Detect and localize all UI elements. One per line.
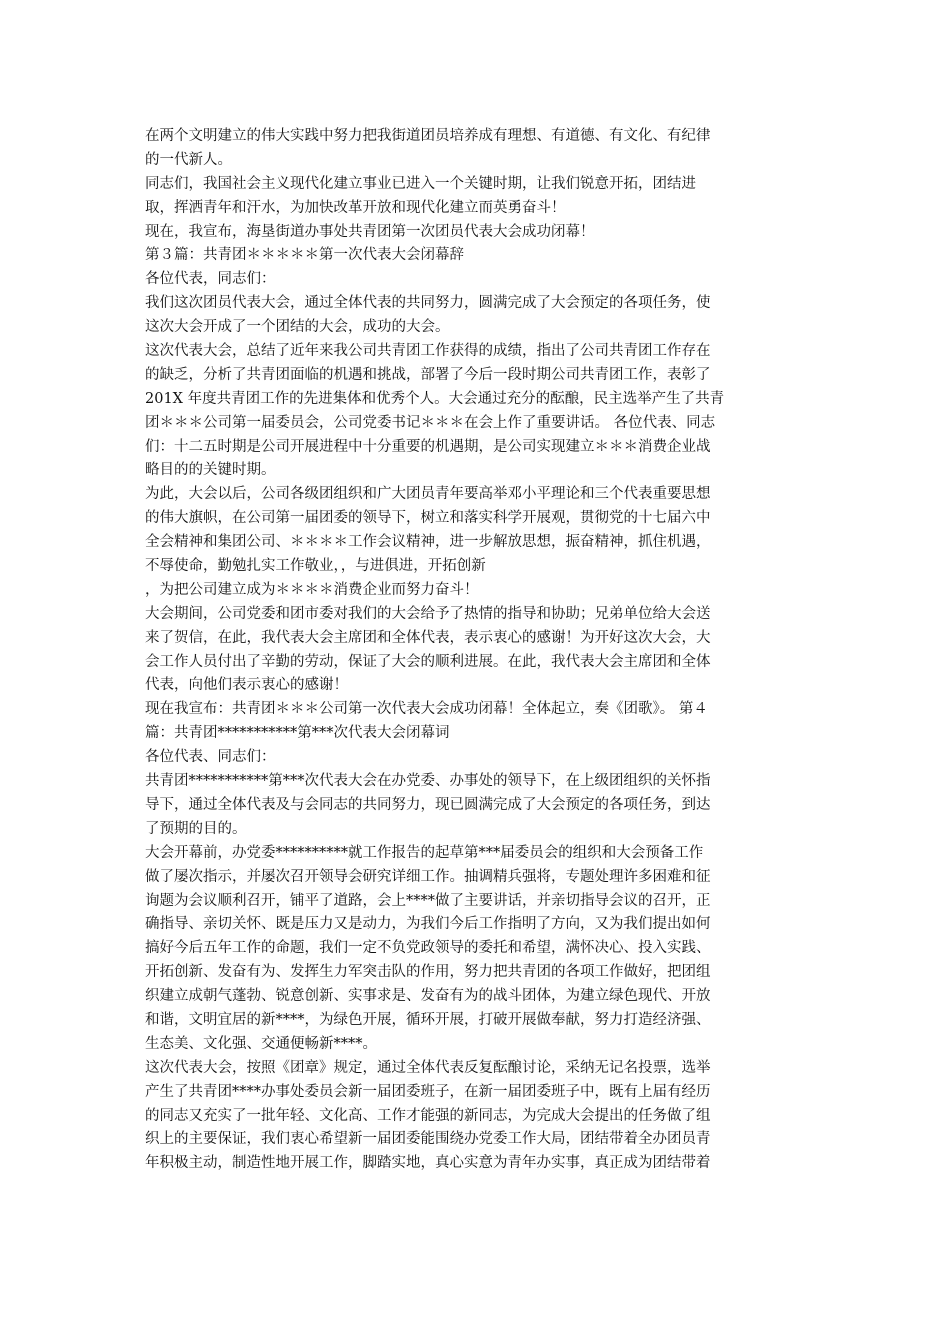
text-line: 现在我宣布：共青团＊＊＊公司第一次代表大会成功闭幕！全体起立，奏《团歌》。 第４	[145, 701, 708, 718]
text-line: 的缺乏，分析了共青团面临的机遇和挑战，部署了今后一段时期公司共青团工作，表彰了	[145, 366, 711, 383]
text-line: 来了贺信，在此，我代表大会主席团和全体代表，表示衷心的感谢！为开好这次大会，大	[145, 629, 711, 646]
text-line: 了预期的目的。	[145, 820, 247, 837]
text-line: 篇：共青团***********第***次代表大会闭幕词	[145, 725, 450, 742]
text-line: 不辱使命，勤勉扎实工作敬业，，与进俱进，开拓创新	[145, 558, 486, 575]
text-line: 201X 年度共青团工作的先进集体和优秀个人。大会通过充分的酝酿，民主选举产生了共青	[145, 390, 725, 407]
text-line: ，为把公司建立成为＊＊＊＊消费企业而努力奋斗！	[145, 581, 479, 598]
text-line: 各位代表、同志们：	[145, 749, 276, 766]
text-line: 团＊＊＊公司第一届委员会，公司党委书记＊＊＊在会上作了重要讲话。 各位代表、同志	[145, 414, 716, 431]
text-line: 的同志又充实了一批年轻、文化高、工作才能强的新同志，为完成大会提出的任务做了组	[145, 1107, 711, 1124]
text-line: 为此，大会以后，公司各级团组织和广大团员青年要高举邓小平理论和三个代表重要思想	[145, 486, 711, 503]
text-line: 导下，通过全体代表及与会同志的共同努力，现已圆满完成了大会预定的各项任务，到达	[145, 796, 711, 813]
text-line: 第３篇：共青团＊＊＊＊＊第一次代表大会闭幕辞	[145, 247, 464, 264]
text-line: 织上的主要保证，我们衷心希望新一届团委能围绕办党委工作大局，团结带着全办团员青	[145, 1131, 711, 1148]
text-line: 的伟大旗帜，在公司第一届团委的领导下，树立和落实科学开展观，贯彻党的十七届六中	[145, 510, 711, 527]
text-line: 织建立成朝气蓬勃、锐意创新、实事求是、发奋有为的战斗团体，为建立绿色现代、开放	[145, 988, 711, 1005]
text-line: 这次代表大会，按照《团章》规定，通过全体代表反复酝酿讨论，采纳无记名投票，选举	[145, 1059, 711, 1076]
text-line: 大会期间，公司党委和团市委对我们的大会给予了热情的指导和协助；兄弟单位给大会送	[145, 605, 711, 622]
text-line: 这次大会开成了一个团结的大会，成功的大会。	[145, 319, 450, 336]
text-line: 取，挥洒青年和汗水，为加快改革开放和现代化建立而英勇奋斗！	[145, 199, 566, 216]
text-line: 在两个文明建立的伟大实践中努力把我街道团员培养成有理想、有道德、有文化、有纪律	[145, 128, 711, 144]
text-line: 和谐，文明宜居的新****，为绿色开展，循环开展，打破开展做奉献，努力打造经济强、	[145, 1011, 711, 1028]
text-line: 生态美、文化强、交通便畅新****。	[145, 1035, 377, 1052]
text-line: 同志们，我国社会主义现代化建立事业已进入一个关键时期，让我们锐意开拓，团结进	[145, 175, 696, 192]
text-line: 各位代表，同志们：	[145, 271, 276, 288]
text-line: 开拓创新、发奋有为、发挥生力军突击队的作用，努力把共青团的各项工作做好，把团组	[145, 964, 711, 981]
text-line: 全会精神和集团公司、＊＊＊＊工作会议精神，进一步解放思想，振奋精神，抓住机遇，	[145, 534, 711, 551]
text-line: 做了屡次指示，并屡次召开领导会研究详细工作。抽调精兵强将，专题处理许多困难和征	[145, 868, 711, 885]
text-line: 代表，向他们表示衷心的感谢！	[145, 677, 348, 694]
text-line: 现在，我宣布，海垦街道办事处共青团第一次团员代表大会成功闭幕！	[145, 223, 595, 240]
document-body	[145, 125, 805, 1176]
text-line: 询题为会议顺利召开，铺平了道路，会上****做了主要讲话，并亲切指导会议的召开，正	[145, 892, 711, 909]
text-line: 略目的的关键时期。	[145, 462, 276, 479]
text-line: 搞好今后五年工作的命题，我们一定不负党政领导的委托和希望，满怀决心、投入实践、	[145, 940, 711, 957]
text-line: 会工作人员付出了辛勤的劳动，保证了大会的顺利进展。在此，我代表大会主席团和全体	[145, 653, 711, 670]
text-line: 年积极主动，制造性地开展工作，脚踏实地，真心实意为青年办实事，真正成为团结带着	[145, 1155, 711, 1172]
text-line: 我们这次团员代表大会，通过全体代表的共同努力，圆满完成了大会预定的各项任务，使	[145, 295, 711, 312]
text-line: 共青团***********第***次代表大会在办党委、办事处的领导下，在上级团组织的关怀指	[145, 773, 711, 790]
text-line: 的一代新人。	[145, 151, 232, 168]
text-line: 确指导、亲切关怀、既是压力又是动力，为我们今后工作指明了方向，又为我们提出如何	[145, 916, 711, 933]
text-line: 这次代表大会，总结了近年来我公司共青团工作获得的成绩，指出了公司共青团工作存在	[145, 343, 711, 360]
text-line: 们：十二五时期是公司开展进程中十分重要的机遇期，是公司实现建立＊＊＊消费企业战	[145, 438, 711, 455]
text-line: 产生了共青团****办事处委员会新一届团委班子，在新一届团委班子中，既有上届有经历	[145, 1083, 711, 1100]
text-line: 大会开幕前，办党委**********就工作报告的起草第***届委员会的组织和大会预备工作	[145, 844, 704, 861]
